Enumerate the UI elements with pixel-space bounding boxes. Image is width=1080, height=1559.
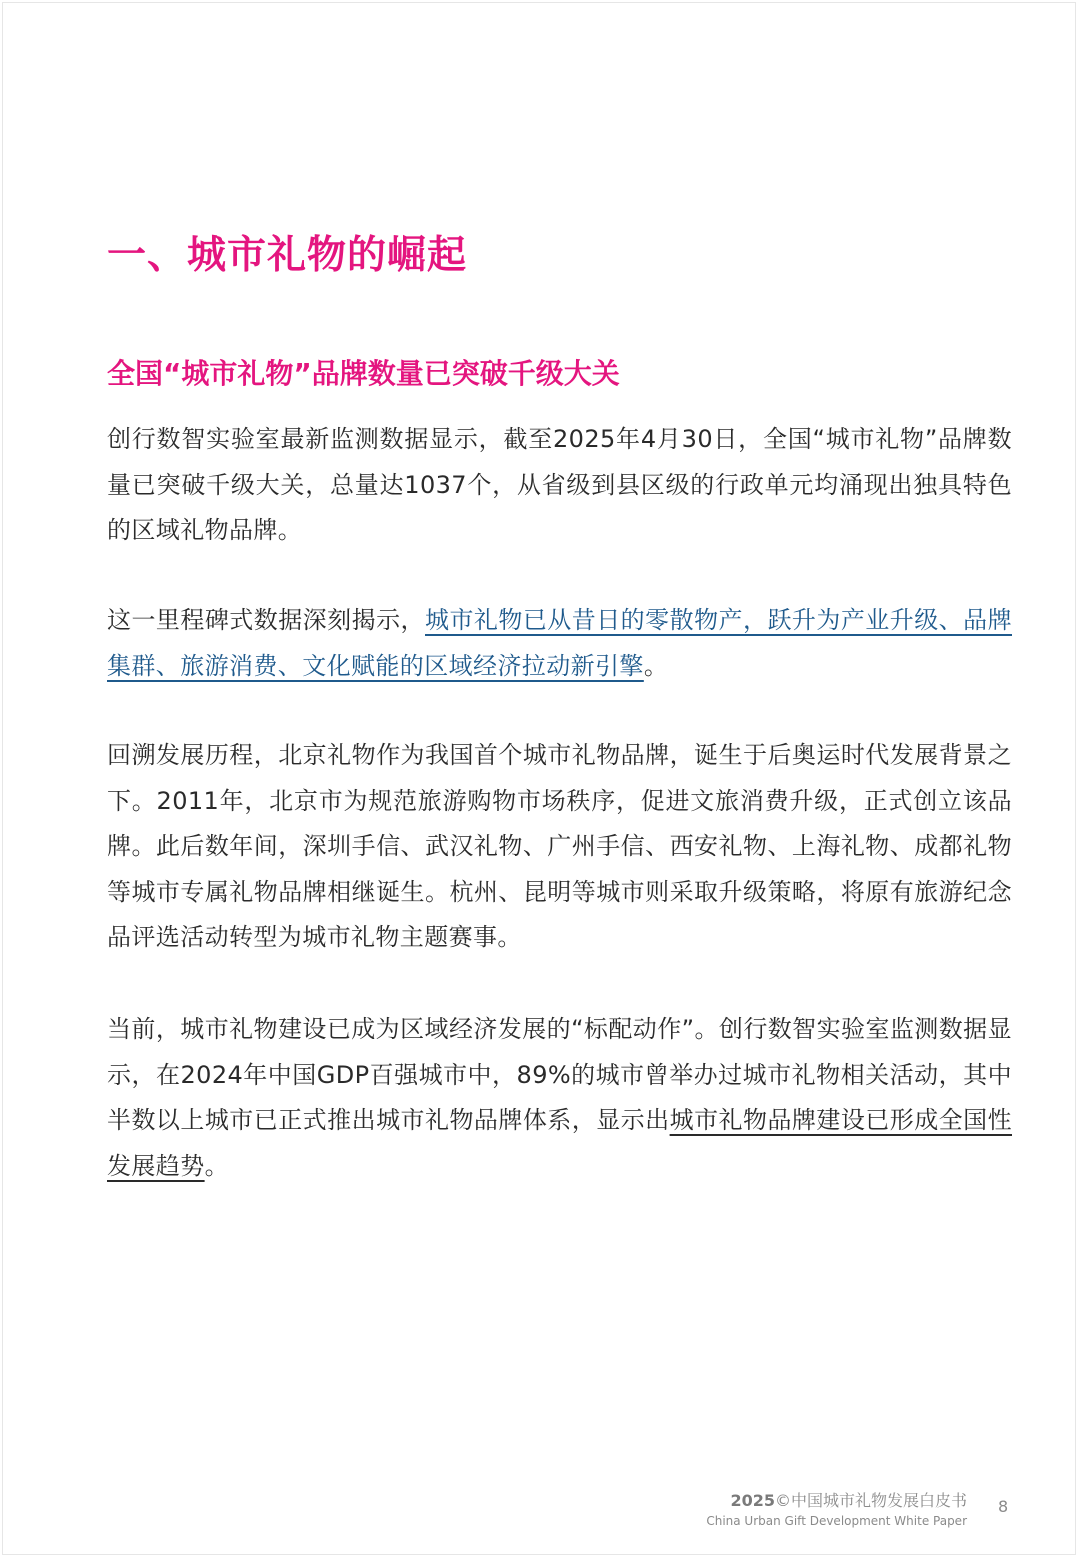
footer-title: 中国城市礼物发展白皮书 [790,1491,967,1510]
paragraph-3: 回溯发展历程，北京礼物作为我国首个城市礼物品牌，诞生于后奥运时代发展背景之下。2011年，北京市为规范旅游购物市场秩序，促进文旅消费升级，正式创立该品牌。此后数年间，深圳手信、武汉礼物、广州手信、西安礼物、上海礼物、成都礼物等城市专属礼物品牌相继诞生。杭州、昆明等城市则采取升级策略，将原有旅游纪念品评选活动转型为城市礼物主题赛事。 [107,741,1012,951]
paragraph-4 [107,1007,1012,1189]
paragraph-4-tail: 。 [204,1151,230,1180]
paragraph-2-tail: 。 [643,651,669,680]
paragraph-1: 创行数智实验室最新监测数据显示，截至2025年4月30日，全国“城市礼物”品牌数量已突破千级大关，总量达1037个，从省级到县区级的行政单元均涌现出独具特色的区域礼物品牌。 [107,425,1012,544]
subheading: 全国“城市礼物”品牌数量已突破千级大关 [107,357,620,390]
paragraph-2-lead: 这一里程碑式数据深刻揭示， [107,606,425,634]
paragraph-2-link[interactable]: 城市礼物已从昔日的零散物产，跃升为产业升级、品牌集群、旅游消费、文化赋能的区域经济拉动新引擎 [107,606,1012,680]
footer-subtitle: China Urban Gift Development White Paper [706,1514,967,1528]
footer-title-line [706,1490,967,1512]
section-title: 一、城市礼物的崛起 [107,233,468,278]
paragraph-4-lead: 当前，城市礼物建设已成为区域经济发展的“标配动作”。创行数智实验室监测数据显示，在2024年中国GDP百强城市中，89%的城市曾举办过城市礼物相关活动，其中半数以上城市已正式推出城市礼物品牌体系，显示出 [107,1015,1012,1134]
footer [706,1490,967,1530]
paragraph-2 [107,598,1012,689]
footer-year: 2025 [730,1491,775,1510]
paragraph-4-underlined: 城市礼物品牌建设已形成全国性发展趋势 [107,1106,1012,1180]
copyright-icon: © [774,1491,791,1510]
page-number: 8 [998,1497,1009,1516]
